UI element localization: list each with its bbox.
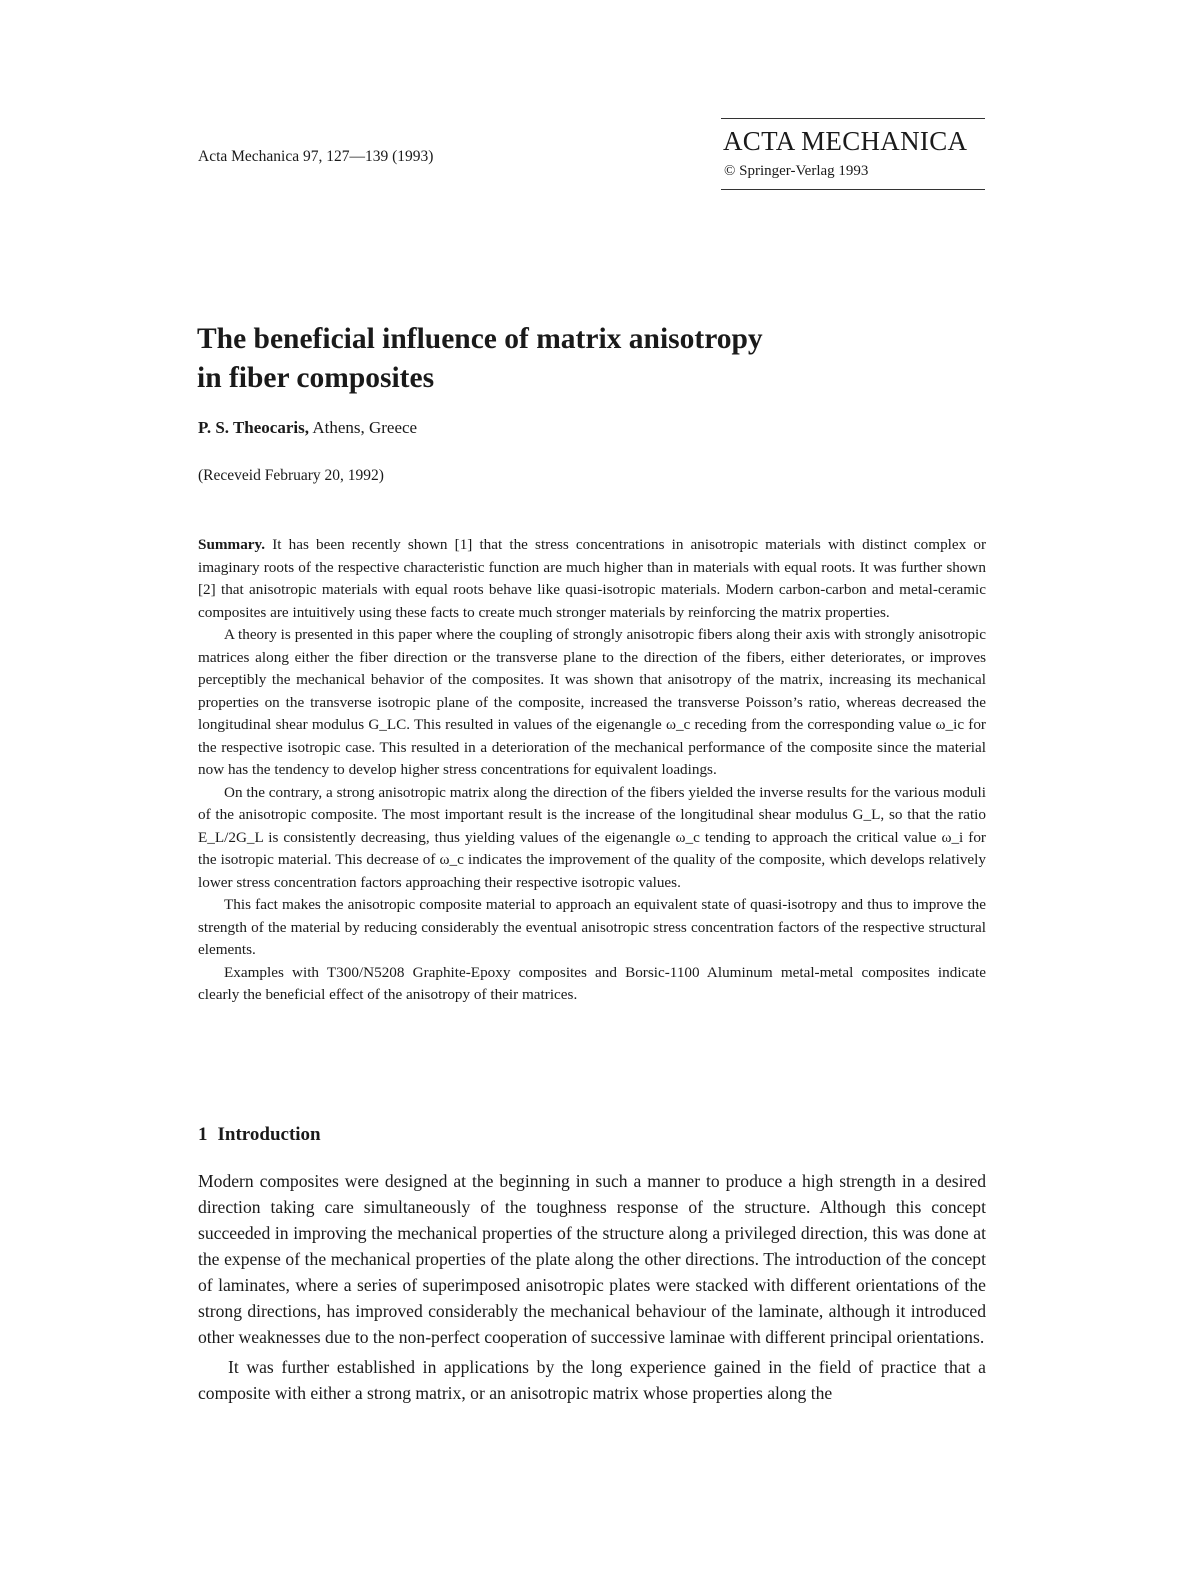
section-heading [198, 1124, 321, 1146]
abstract-paragraph: On the contrary, a strong anisotropic matrix along the direction of the fibers yielded the inverse results for the various moduli of the anisotropic composite. The most important result is the increase of the longitudinal shear modulus G_L, so that the ratio E_L/2G_L is consistently decreasing, thus yielding values of the eigenangle ω_c tending to approach the critical value ω_i for the isotropic material. This decrease of ω_c indicates the improvement of the quality of the composite, which develops relatively lower stress concentration factors approaching their respective isotropic values. [198, 783, 986, 891]
journal-masthead [721, 118, 985, 190]
abstract [198, 534, 986, 1007]
author-name: P. S. Theocaris, [198, 418, 309, 437]
body-paragraph: It was further established in applications by the long experience gained in the field of practice that a composite with either a strong matrix, or an anisotropic matrix whose properties along the [198, 1357, 986, 1403]
body-paragraph: Modern composites were designed at the beginning in such a manner to produce a high strength in a desired direction taking care simultaneously of the toughness response of the structure. Although this concept succeeded in improving the mechanical properties of the structure along a privileged direction, this was done at the expense of the mechanical properties of the plate along the other directions. The introduction of the concept of laminates, where a series of superimposed anisotropic plates were stacked with different orientations of the strong directions, has improved considerably the mechanical behaviour of the laminate, although it introduced other weaknesses due to the non-perfect cooperation of successive laminae with different principal orientations. [198, 1171, 986, 1347]
section-body [198, 1168, 986, 1406]
author-location: Athens, Greece [312, 418, 418, 437]
section-number: 1 [198, 1124, 208, 1145]
author-line [198, 418, 417, 438]
abstract-paragraph: This fact makes the anisotropic composite material to approach an equivalent state of quasi-isotropy and thus to improve the strength of the material by reducing considerably the eventual anisotropic stress concentration factors of the respective structural elements. [198, 896, 986, 958]
abstract-paragraph [198, 534, 986, 624]
title-line-2: in fiber composites [197, 362, 435, 394]
received-date: (Receveid February 20, 1992) [198, 467, 384, 484]
journal-citation: Acta Mechanica 97, 127—139 (1993) [198, 148, 434, 165]
article-title [197, 320, 957, 398]
title-line-1: The beneficial influence of matrix anisotropy [197, 323, 763, 355]
abstract-paragraph: Examples with T300/N5208 Graphite-Epoxy composites and Borsic-1100 Aluminum metal-metal composites indicate clearly the beneficial effect of the anisotropy of their matrices. [198, 963, 986, 1003]
summary-label: Summary. [198, 536, 266, 553]
abstract-paragraph: A theory is presented in this paper where the coupling of strongly anisotropic fibers along their axis with strongly anisotropic matrices along either the fiber direction or the transverse plane to the direction of the fibers, either deteriorates, or improves perceptibly the mechanical behavior of the composites. It was shown that anisotropy of the matrix, increasing its mechanical properties on the transverse isotropic plane of the composite, increased the transverse Poisson’s ratio, whereas decreased the longitudinal shear modulus G_LC. This resulted in values of the eigenangle ω_c receding from the corresponding value ω_ic for the respective isotropic case. This resulted in a deterioration of the mechanical performance of the composite since the material now has the tendency to develop higher stress concentrations for equivalent loadings. [198, 626, 986, 778]
abstract-text: It has been recently shown [1] that the stress concentrations in anisotropic materials with distinct complex or imaginary roots of the respective characteristic function are much higher than in materials with equal roots. It was further shown [2] that anisotropic materials with equal roots behave like quasi-isotropic materials. Modern carbon-carbon and metal-ceramic composites are intuitively using these facts to create much stronger materials by reinforcing the matrix properties. [198, 536, 987, 621]
journal-name: ACTA MECHANICA [723, 126, 968, 156]
section-title: Introduction [217, 1124, 321, 1145]
copyright-notice: © Springer-Verlag 1993 [724, 163, 869, 179]
